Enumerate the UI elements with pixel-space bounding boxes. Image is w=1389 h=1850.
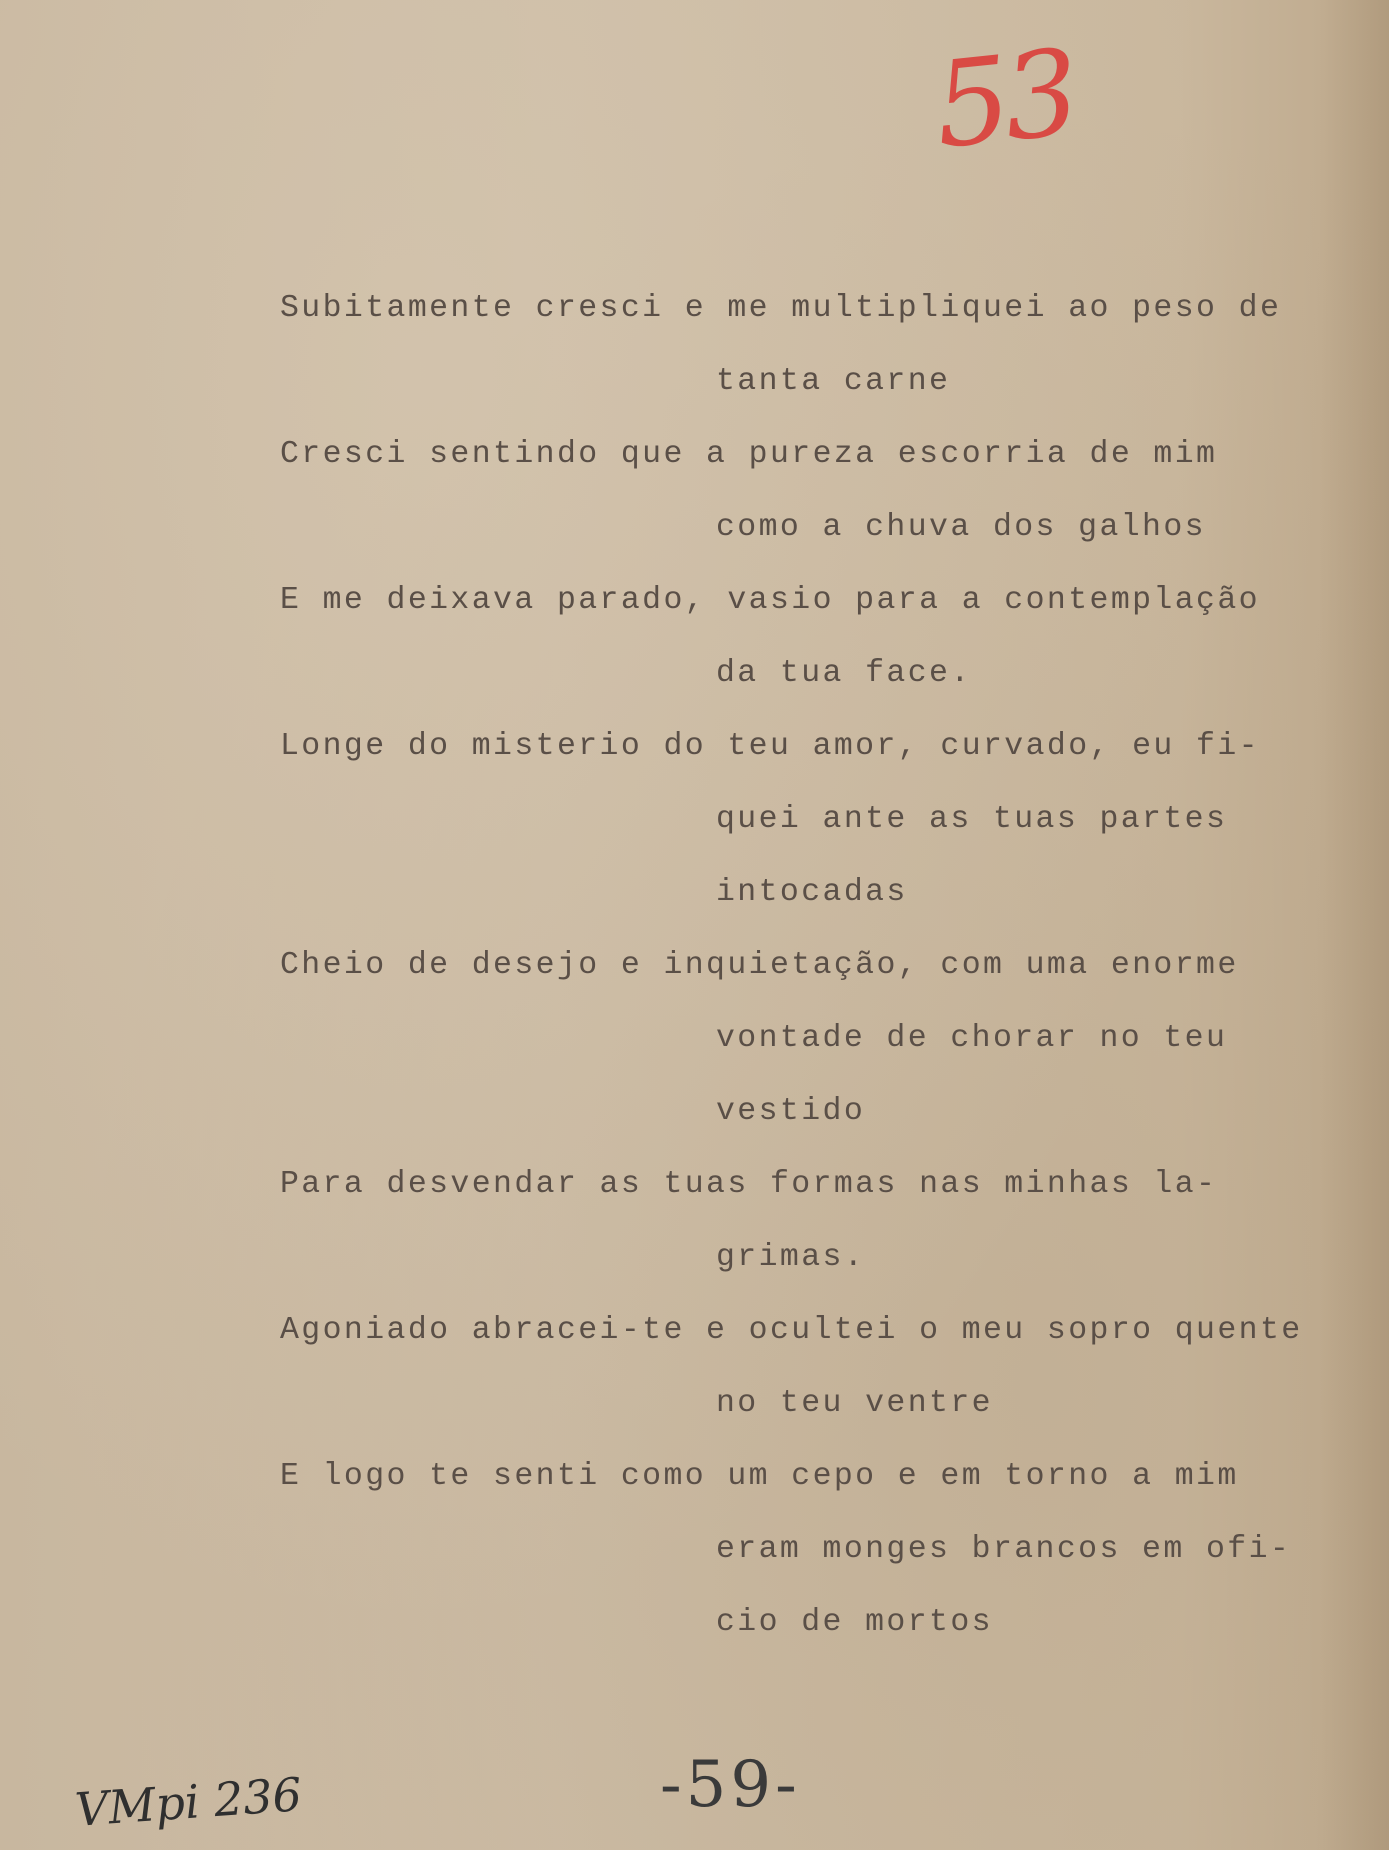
- poem-line: da tua face.: [716, 656, 972, 691]
- poem-line: Cheio de desejo e inquietação, com uma enorme: [280, 948, 1239, 983]
- poem-line: grimas.: [716, 1240, 866, 1275]
- poem-line: Agoniado abracei-te e ocultei o meu sopro quente: [280, 1313, 1303, 1348]
- poem-line: Cresci sentindo que a pureza escorria de mim: [280, 437, 1218, 472]
- poem-line: quei ante as tuas partes: [716, 802, 1228, 837]
- poem-line: Para desvendar as tuas formas nas minhas la-: [280, 1167, 1218, 1202]
- poem-line: como a chuva dos galhos: [716, 510, 1206, 545]
- poem-line: cio de mortos: [716, 1605, 993, 1640]
- poem-line: Subitamente cresci e me multipliquei ao peso de: [280, 291, 1282, 326]
- poem-line: intocadas: [716, 875, 908, 910]
- poem-line: E logo te senti como um cepo e em torno a mim: [280, 1459, 1239, 1494]
- poem-line: eram monges brancos em ofi-: [716, 1532, 1292, 1567]
- poem-line: vontade de chorar no teu: [716, 1021, 1228, 1056]
- page-number: -59-: [660, 1748, 801, 1822]
- folio-number: 53: [928, 23, 1080, 175]
- poem-line: vestido: [716, 1094, 866, 1129]
- poem-text: [280, 283, 1340, 1670]
- poem-line: E me deixava parado, vasio para a contemplação: [280, 583, 1260, 618]
- poem-line: no teu ventre: [716, 1386, 993, 1421]
- poem-line: Longe do misterio do teu amor, curvado, eu fi-: [280, 729, 1260, 764]
- archive-shelfmark: VMpi 236: [73, 1767, 304, 1837]
- poem-line: tanta carne: [716, 364, 951, 399]
